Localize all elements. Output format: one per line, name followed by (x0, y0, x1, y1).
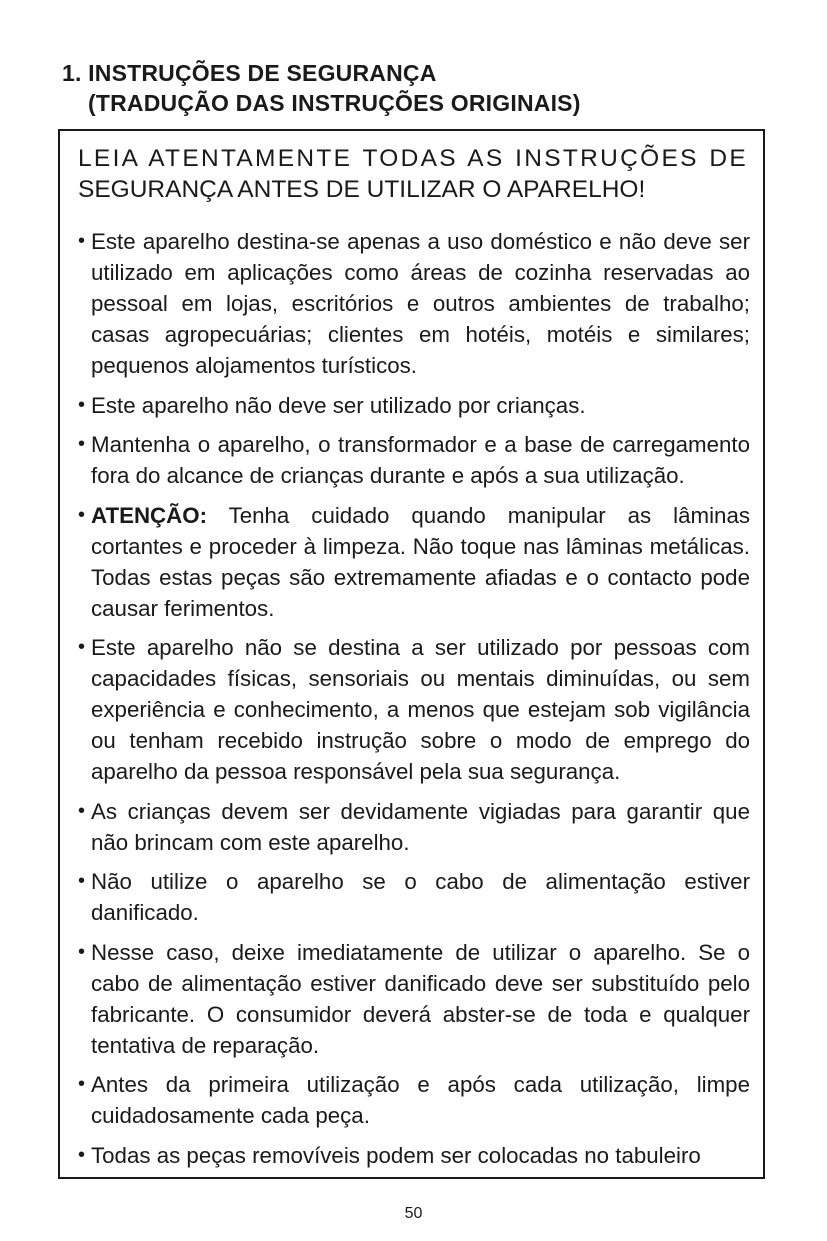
item-text: Este aparelho destina-se apenas a uso doméstico e não deve ser utilizado em aplicações como áreas de cozinha reservadas ao pessoal em lojas, escritórios e outros ambientes de trabalho; casas agropecuárias; clientes em hotéis, motéis e similares; pequenos alojamentos turísticos. (91, 229, 750, 378)
item-text: Não utilize o aparelho se o cabo de alimentação estiver danificado. (91, 869, 750, 925)
list-item (78, 1069, 750, 1131)
list-item (78, 632, 750, 787)
page-number: 50 (404, 1205, 423, 1222)
list-item (78, 937, 750, 1061)
item-text: Tenha cuidado quando manipular as lâminas cortantes e proceder à limpeza. Não toque nas lâminas metálicas. Todas estas peças são extremamente afiadas e o contacto pode causar ferimentos. (91, 502, 750, 621)
item-text: Mantenha o aparelho, o transformador e a base de carregamento fora do alcance de crianças durante e após a sua utilização. (91, 432, 750, 488)
warning-intro (78, 143, 748, 205)
list-item (78, 226, 750, 381)
list-item (78, 500, 750, 624)
list-item (78, 390, 750, 421)
list-item (78, 796, 750, 858)
safety-instructions-box (58, 129, 765, 1179)
section-subtitle: (TRADUÇÃO DAS INSTRUÇÕES ORIGINAIS) (88, 90, 581, 116)
list-item (78, 1140, 750, 1171)
item-text: As crianças devem ser devidamente vigiadas para garantir que não brincam com este aparelho. (91, 798, 750, 855)
safety-instructions-list (78, 226, 750, 1179)
item-text: Antes da primeira utilização e após cada utilização, limpe cuidadosamente cada peça. (91, 1072, 750, 1128)
item-text: Este aparelho não deve ser utilizado por crianças. (91, 392, 586, 418)
item-text: Nesse caso, deixe imediatamente de utilizar o aparelho. Se o cabo de alimentação estiver danificado deve ser substituído pelo fabricante. O consumidor deverá abster-se de toda e qualquer tentativa de reparação. (91, 939, 750, 1058)
item-text: Todas as peças removíveis podem ser colocadas no tabuleiro (91, 1142, 701, 1168)
warning-intro-line-2: SEGURANÇA ANTES DE UTILIZAR O APARELHO! (78, 176, 646, 203)
section-heading (62, 58, 581, 118)
warning-intro-line-1: LEIA ATENTAMENTE TODAS AS INSTRUÇÕES DE (78, 145, 748, 172)
list-item (78, 866, 750, 928)
item-text: Este aparelho não se destina a ser utilizado por pessoas com capacidades físicas, sensoriais ou mentais diminuídas, ou sem experiência e conhecimento, a menos que estejam sob vigilância ou tenham recebido instrução sobre o modo de emprego do aparelho da pessoa responsável pela sua segurança. (91, 635, 750, 784)
list-item (78, 429, 750, 491)
item-label: ATENÇÃO: (91, 502, 208, 528)
section-title: 1. INSTRUÇÕES DE SEGURANÇA (62, 60, 437, 86)
